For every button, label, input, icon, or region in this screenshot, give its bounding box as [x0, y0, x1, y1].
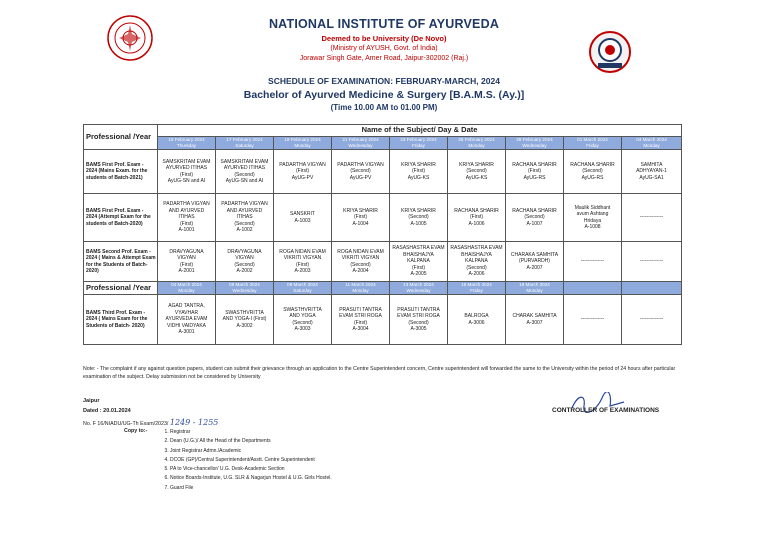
cell-line: A-2003	[294, 267, 311, 274]
cell-line: A-2007	[526, 264, 543, 271]
subject-cell	[158, 194, 216, 242]
cell-line: DRAVYAGUNA	[227, 248, 262, 255]
cell-line: AyUG-RS	[523, 174, 546, 181]
institute-name: NATIONAL INSTITUTE OF AYURVEDA	[268, 17, 500, 31]
subject-cell	[390, 194, 448, 242]
cell-line: (First)	[353, 319, 368, 326]
cell-line: AND YOGA	[289, 313, 316, 320]
cell-line: SANSKRIT	[289, 211, 315, 218]
date-header	[274, 137, 332, 150]
date-header	[448, 282, 506, 295]
cell-line: (Second)	[350, 261, 371, 268]
date-header-row	[84, 137, 682, 150]
cell-line: VIKRITI VIGYAN	[341, 255, 380, 262]
exam-date: 28 February 2024	[516, 137, 553, 143]
subject-cell	[448, 295, 506, 345]
subject-cell	[158, 242, 216, 282]
cell-line: A-2002	[236, 267, 253, 274]
cell-line: A-1005	[410, 220, 427, 227]
cell-line: AyUG-PV	[349, 174, 372, 181]
cell-line: (First)	[295, 261, 310, 268]
cell-line: RASASHASTRA EVAM	[392, 245, 445, 252]
cell-line: VIGYAN	[177, 255, 196, 262]
exam-date: 04 March 2024	[636, 137, 667, 143]
date-header	[274, 282, 332, 295]
cell-line: A-3001	[178, 329, 195, 336]
cell-line: (Second)	[408, 214, 429, 221]
exam-day: Monday	[352, 288, 369, 293]
subject-cell	[216, 242, 274, 282]
cell-line: AyUG-RS	[581, 174, 604, 181]
date-header	[564, 137, 622, 150]
date-header	[332, 137, 390, 150]
professional-year-cell: BAMS First Prof. Exam - 2024 (Attempt Exam for the students of Batch-2020)	[84, 194, 158, 242]
exam-date: 01 March 2024	[577, 137, 608, 143]
cell-line: (Second)	[466, 264, 487, 271]
exam-day: Monday	[643, 143, 660, 148]
exam-date: 06 March 2024	[229, 282, 260, 288]
cell-line: A-3003	[294, 325, 311, 332]
subject-cell	[274, 242, 332, 282]
cell-line: AyUG-SN and AI	[167, 177, 206, 184]
cell-line: A-2005	[410, 271, 427, 278]
date-header	[332, 282, 390, 295]
subject-cell	[564, 242, 622, 282]
cell-line: PRASUTI TANTRA	[397, 306, 440, 313]
exam-date: 21 February 2024	[342, 137, 379, 143]
cell-line: BHAISHAJYA	[403, 251, 434, 258]
exam-day: Friday	[412, 143, 425, 148]
subject-header-row	[84, 125, 682, 137]
cell-line: (Second)	[234, 261, 255, 268]
cell-line: VIKRITI VIGYAN	[283, 255, 322, 262]
schedule-row	[84, 194, 682, 242]
schedule-row	[84, 295, 682, 345]
cell-line: (First)	[469, 214, 484, 221]
cell-line: A-3007	[526, 319, 543, 326]
professional-year-cell: BAMS Second Prof. Exam - 2024 ( Mains & Attempt Exam for the Students of Batch- 2020)	[84, 242, 158, 282]
copy-to-item: 3. Joint Registrar Admn./Academic	[170, 447, 332, 456]
handwritten-reference: 1249 - 1255	[169, 418, 219, 427]
cell-line: SWASTHVRITTA	[225, 309, 264, 316]
date-header	[390, 137, 448, 150]
professional-year-cell: BAMS Third Prof. Exam - 2024 ( Mains Exam for the Students of Batch- 2020)	[84, 295, 158, 345]
exam-day: Wednesday	[522, 143, 547, 148]
exam-day: Wednesday	[348, 143, 373, 148]
subject-cell	[564, 150, 622, 194]
subject-cell	[158, 295, 216, 345]
subject-date-header: Name of the Subject/ Day & Date	[158, 125, 682, 137]
cell-line: SWASTHVRITTA	[283, 306, 322, 313]
signature	[568, 392, 628, 419]
subject-cell	[216, 150, 274, 194]
university-status: Deemed to be University (De Novo)	[321, 34, 447, 43]
cell-line: Maulik Siddhant	[574, 204, 611, 211]
cell-line: PADARTHA VIGYAN	[163, 201, 210, 208]
subject-cell	[506, 295, 564, 345]
cell-line: EVAM STRI ROGA	[339, 313, 382, 320]
date-header	[448, 137, 506, 150]
cell-line: A-1008	[584, 223, 601, 230]
exam-date: 23 February 2024	[400, 137, 437, 143]
exam-day: Friday	[586, 143, 599, 148]
address-line: Jorawar Singh Gate, Amer Road, Jaipur-302002 (Raj.)	[299, 55, 469, 62]
cell-line: KRIYA SHARIR	[343, 207, 378, 214]
cell-line: (First)	[179, 261, 194, 268]
reference-prefix: No. F 16/NIADU/UG-Th Exam/2023/	[83, 421, 169, 427]
cell-line: AyUG-SA1	[639, 174, 664, 181]
cell-line: AyUG-SN and AI	[225, 177, 264, 184]
cell-line: SAMSKRITAM EVAM	[162, 158, 211, 165]
cell-line: BALROGA	[464, 313, 489, 320]
subject-cell	[622, 150, 682, 194]
cell-line: (Second)	[524, 214, 545, 221]
cell-line: AYURVEDA EVAM	[165, 316, 208, 323]
cell-line: AND AYURVED	[226, 207, 263, 214]
professional-year-header: Professional /Year	[84, 282, 158, 295]
subject-cell	[506, 242, 564, 282]
copy-to-item: 6. Notice Boards-Institute, U.G. SLR & Nagarjun Hostel & U.G. Girls Hostel.	[170, 474, 332, 483]
date-header-row	[84, 282, 682, 295]
date-header	[216, 137, 274, 150]
cell-line: --------------	[639, 316, 664, 323]
cell-line: SAMSKRITAM EVAM	[220, 158, 269, 165]
copy-to-label: Copy to:-	[124, 428, 148, 434]
cell-line: PADARTHA VIGYAN	[221, 201, 268, 208]
schedule-title: SCHEDULE OF EXAMINATION: FEBRUARY-MARCH, 2024	[268, 76, 500, 86]
professional-year-header: Professional /Year	[84, 125, 158, 150]
subject-cell	[274, 295, 332, 345]
cell-line: RASASHASTRA EVAM	[450, 245, 503, 252]
subject-cell	[332, 242, 390, 282]
subject-cell	[390, 150, 448, 194]
cell-line: RACHANA SHARIR	[454, 207, 499, 214]
cell-line: PRASUTI TANTRA	[339, 306, 382, 313]
exam-day: Monday	[178, 288, 195, 293]
cell-line: A-1006	[468, 220, 485, 227]
cell-line: EVAM STRI ROGA	[397, 313, 440, 320]
exam-date: 17 February 2024	[226, 137, 263, 143]
cell-line: CHARAK SAMHITA	[512, 313, 557, 320]
cell-line: A-1002	[236, 227, 253, 234]
cell-line: --------------	[639, 258, 664, 265]
cell-line: AyUG-KS	[407, 174, 430, 181]
empty-date-header	[564, 282, 622, 295]
cell-line: KALPANA	[465, 258, 488, 265]
cell-line: A-1003	[294, 217, 311, 224]
exam-date: 11 March 2024	[345, 282, 376, 288]
subject-cell	[332, 295, 390, 345]
exam-time: (Time 10.00 AM to 01.00 PM)	[330, 103, 438, 112]
cell-line: DRAVYAGUNA	[169, 248, 204, 255]
subject-cell	[506, 150, 564, 194]
cell-line: (Second)	[234, 171, 255, 178]
date-header	[506, 137, 564, 150]
subject-cell	[216, 295, 274, 345]
exam-day: Monday	[468, 143, 485, 148]
exam-date: 18 March 2024	[519, 282, 550, 288]
cell-line: A-3002	[236, 322, 253, 329]
cell-line: CHARAKA SAMHITA	[510, 251, 559, 258]
empty-date-header	[622, 282, 682, 295]
subject-cell	[448, 194, 506, 242]
cell-line: RACHANA SHARIR	[570, 161, 615, 168]
cell-line: AND YOGA-I (First)	[222, 316, 267, 323]
cell-line: PADARTHA VIGYAN	[337, 161, 384, 168]
cell-line: AYURVED ITIHAS	[223, 165, 266, 172]
cell-line: KRIYA SHARIR	[401, 161, 436, 168]
cell-line: VIGYAN	[235, 255, 254, 262]
subject-cell	[332, 194, 390, 242]
exam-day: Monday	[294, 143, 311, 148]
issue-date: Dated : 20.01.2024	[83, 408, 131, 414]
subject-cell	[506, 194, 564, 242]
cell-line: AYURVED ITIHAS	[165, 165, 208, 172]
cell-line: RACHANA SHARIR	[512, 161, 557, 168]
cell-line: AND AYURVED	[168, 207, 205, 214]
exam-day: Thursday	[176, 143, 197, 148]
cell-line: (First)	[411, 168, 426, 175]
subject-cell	[564, 194, 622, 242]
cell-line: ROGA NIDAN EVAM	[279, 248, 326, 255]
subject-cell	[390, 295, 448, 345]
cell-line: Hridaya	[583, 217, 602, 224]
subject-cell	[158, 150, 216, 194]
cell-line: VIDHI VAIDYAKA	[167, 322, 206, 329]
cell-line: (First)	[179, 220, 194, 227]
schedule-table	[83, 124, 682, 345]
cell-line: SAMHITA	[640, 161, 663, 168]
date-header	[158, 137, 216, 150]
cell-line: BHAISHAJYA	[461, 251, 492, 258]
grievance-note: Note: - The complaint if any against question papers, student can submit their grievance through an application to the Centre Superintendent concern, Centre superintendent will forwarded the same to the University within the period of 24 hours after particular examination of the subject. Delay submission not be considered by University	[83, 366, 676, 380]
cell-line: A-1001	[178, 227, 195, 234]
cell-line: ITIHAS	[178, 214, 195, 221]
cell-line: --------------	[639, 214, 664, 221]
exam-day: Saturday	[293, 288, 312, 293]
cell-line: RACHANA SHARIR	[512, 207, 557, 214]
cell-line: A-3005	[410, 325, 427, 332]
copy-to-item: 5. PA to Vice-chancellor/ U.G. Desk-Academic Section	[170, 465, 332, 474]
cell-line: (Second)	[582, 168, 603, 175]
cell-line: (Second)	[408, 319, 429, 326]
subject-cell	[622, 194, 682, 242]
cell-line: KRIYA SHARIR	[401, 207, 436, 214]
cell-line: AyUG-KS	[465, 174, 488, 181]
cell-line: (PURVARDH)	[519, 258, 550, 265]
subject-cell	[448, 242, 506, 282]
date-header	[216, 282, 274, 295]
cell-line: ADHYAYAN-1	[636, 168, 667, 175]
subject-cell	[390, 242, 448, 282]
cell-line: KALPANA	[407, 258, 430, 265]
subject-cell	[216, 194, 274, 242]
cell-line: ROGA NIDAN EVAM	[337, 248, 384, 255]
exam-date: 09 March 2024	[287, 282, 318, 288]
reference-number	[83, 418, 218, 427]
cell-line: (Second)	[292, 319, 313, 326]
cell-line: (First)	[179, 171, 194, 178]
exam-day: Wednesday	[232, 288, 257, 293]
cell-line: VYAVHAR	[174, 309, 199, 316]
exam-date: 13 March 2024	[403, 282, 434, 288]
copy-to-item: 2. Dean (U.G.)/ All the Head of the Departments	[170, 437, 332, 446]
subject-cell	[274, 150, 332, 194]
cell-line: (First)	[295, 168, 310, 175]
cell-line: (First)	[527, 168, 542, 175]
date-header	[390, 282, 448, 295]
schedule-row	[84, 242, 682, 282]
copy-to-item: 4. DCOE (GP)/Central Superintendent/Asstt. Centre Superintendent	[170, 456, 332, 465]
exam-date: 15 March 2024	[461, 282, 492, 288]
copy-to-item: 1. Registrar	[170, 428, 332, 437]
cell-line: --------------	[580, 258, 605, 265]
date-header	[622, 137, 682, 150]
subject-cell	[448, 150, 506, 194]
cell-line: (First)	[411, 264, 426, 271]
schedule-row	[84, 150, 682, 194]
cell-line: KRIYA SHARIR	[459, 161, 494, 168]
exam-day: Wednesday	[406, 288, 431, 293]
exam-day: Monday	[526, 288, 543, 293]
cell-line: --------------	[580, 316, 605, 323]
exam-date: 19 February 2024	[284, 137, 321, 143]
exam-day: Saturday	[235, 143, 254, 148]
cell-line: A-2006	[468, 271, 485, 278]
subject-cell	[332, 150, 390, 194]
copy-to-item: 7. Guard File	[170, 484, 332, 493]
cell-line: (First)	[353, 214, 368, 221]
cell-line: A-1004	[352, 220, 369, 227]
cell-line: (Second)	[350, 168, 371, 175]
place: Jaipur	[83, 398, 100, 404]
ministry-line: (Ministry of AYUSH, Govt. of India)	[330, 45, 438, 52]
exam-date: 15 February 2024	[168, 137, 205, 143]
controller-of-examinations: CONTROLLER OF EXAMINATIONS	[552, 407, 660, 414]
cell-line: AGAD TANTRA,	[168, 303, 205, 310]
cell-line: avum Ashtang	[576, 211, 609, 218]
exam-day: Friday	[470, 288, 483, 293]
professional-year-cell: BAMS First Prof. Exam - 2024 (Mains Exam. for the students of Batch-2021)	[84, 150, 158, 194]
course-title: Bachelor of Ayurved Medicine & Surgery [B.A.M.S. (Ay.)]	[243, 89, 525, 101]
subject-cell	[274, 194, 332, 242]
cell-line: A-2001	[178, 267, 195, 274]
subject-cell	[622, 295, 682, 345]
subject-cell	[564, 295, 622, 345]
cell-line: A-2004	[352, 267, 369, 274]
date-header	[158, 282, 216, 295]
cell-line: A-3004	[352, 325, 369, 332]
subject-cell	[622, 242, 682, 282]
cell-line: A-1007	[526, 220, 543, 227]
exam-date: 04 March 2024	[171, 282, 202, 288]
cell-line: AyUG-PV	[291, 174, 314, 181]
cell-line: A-3006	[468, 319, 485, 326]
cell-line: (Second)	[234, 220, 255, 227]
cell-line: (Second)	[466, 168, 487, 175]
exam-date: 26 February 2024	[458, 137, 495, 143]
date-header	[506, 282, 564, 295]
cell-line: PADARTHA VIGYAN	[279, 161, 326, 168]
copy-to-list	[160, 428, 332, 493]
cell-line: ITIHAS	[236, 214, 253, 221]
